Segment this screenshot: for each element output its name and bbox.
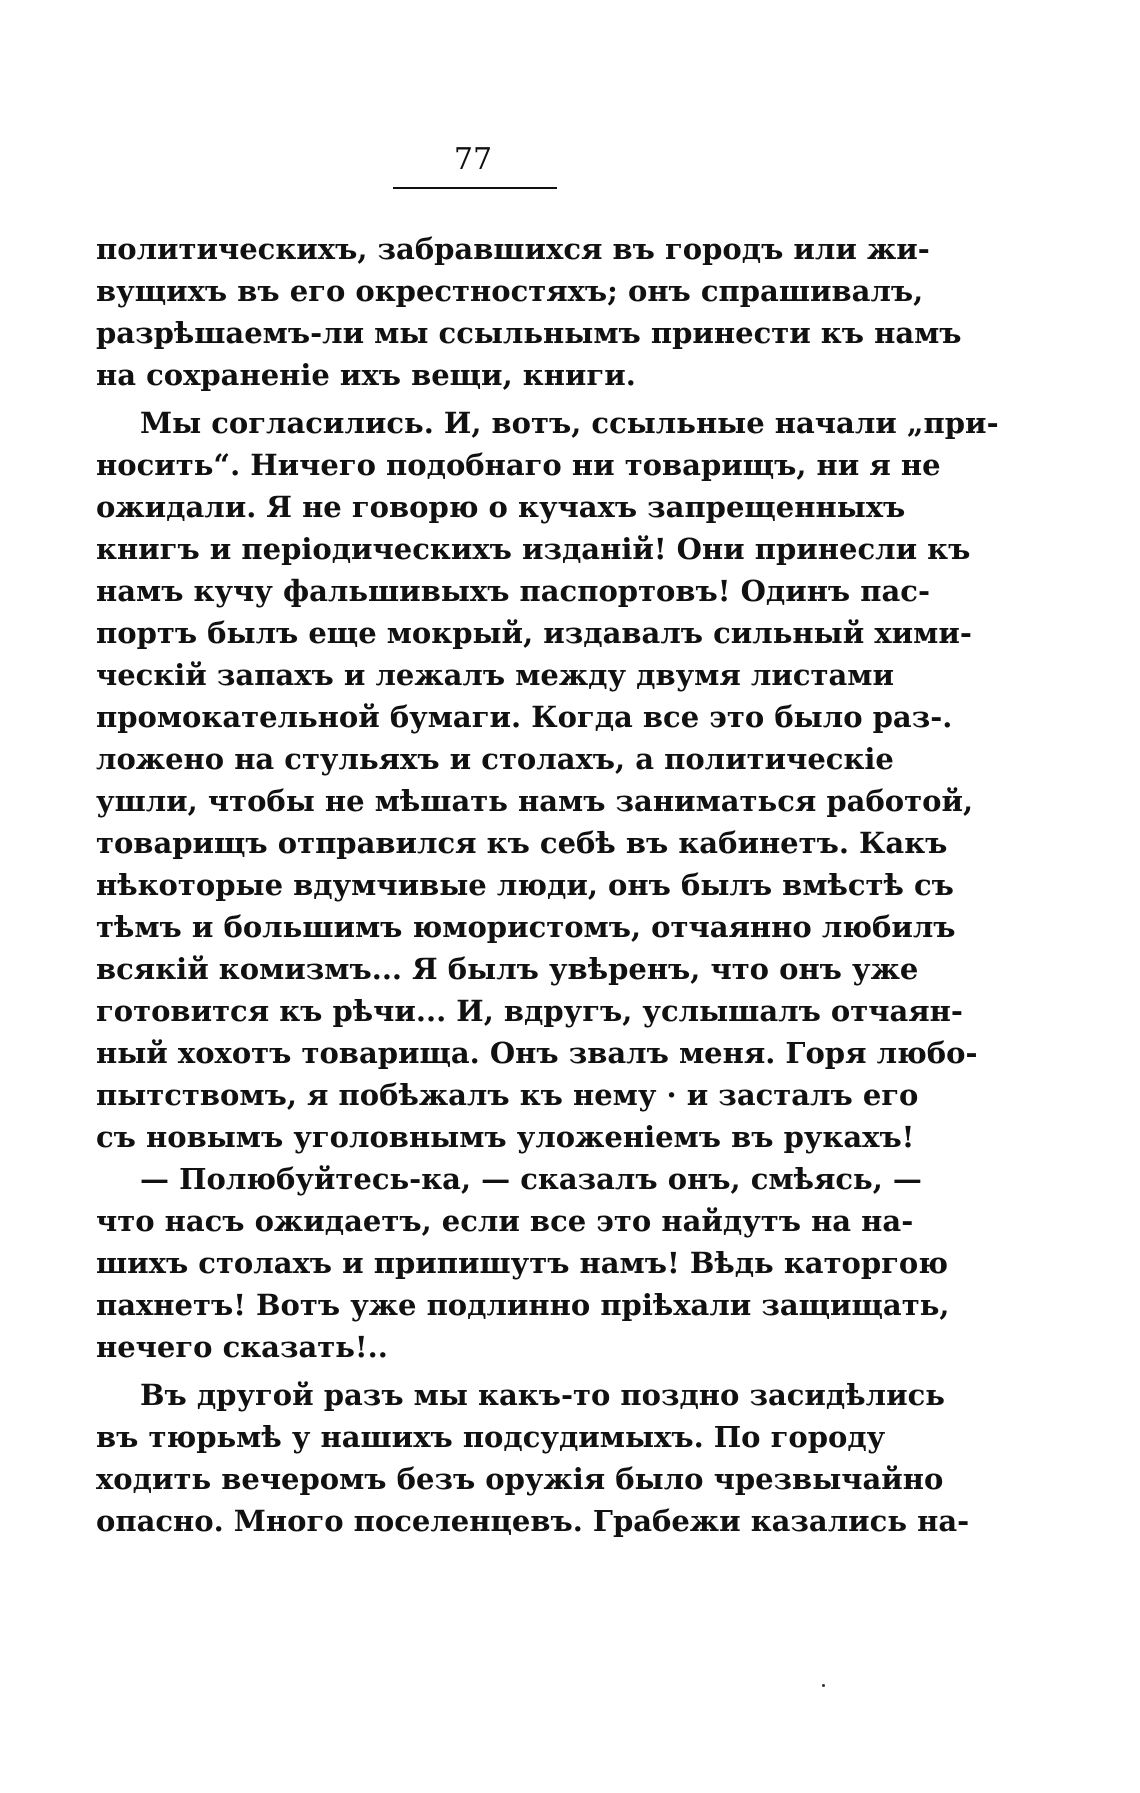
- text-line: на сохраненіе ихъ вещи, книги.: [96, 358, 636, 392]
- text-line: готовится къ рѣчи... И, вдругъ, услышалъ отчаян-: [96, 994, 963, 1028]
- text-line: что насъ ожидаетъ, если все это найдутъ на на-: [96, 1204, 914, 1238]
- text-line: нѣкоторые вдумчивые люди, онъ былъ вмѣстѣ съ: [96, 868, 954, 902]
- text-line: политическихъ, забравшихся въ городъ или жи-: [96, 232, 930, 266]
- text-line: промокательной бумаги. Когда все это было раз-.: [96, 700, 953, 734]
- text-line: нечего сказать!..: [96, 1330, 388, 1364]
- text-line: опасно. Много поселенцевъ. Грабежи казались на-: [96, 1504, 970, 1538]
- text-line: ложено на стульяхъ и столахъ, а политическіе: [96, 742, 894, 776]
- page-number: 77: [453, 142, 493, 177]
- text-line: Мы согласились. И, вотъ, ссыльные начали „при-: [140, 406, 999, 440]
- body-text: [96, 228, 999, 1542]
- text-line: вущихъ въ его окрестностяхъ; онъ спрашивалъ,: [96, 274, 924, 308]
- text-line: товарищъ отправился къ себѣ въ кабинетъ. Какъ: [96, 826, 948, 860]
- text-line: ожидали. Я не говорю о кучахъ запрещенныхъ: [96, 490, 906, 524]
- text-line: всякій комизмъ... Я былъ увѣренъ, что онъ уже: [96, 952, 919, 986]
- text-line: ходить вечеромъ безъ оружія было чрезвычайно: [96, 1462, 944, 1496]
- text-line: шихъ столахъ и припишутъ намъ! Вѣдь каторгою: [96, 1246, 949, 1280]
- text-line: пытствомъ, я побѣжалъ къ нему · и засталъ его: [96, 1078, 919, 1112]
- text-line: книгъ и періодическихъ изданій! Они принесли къ: [96, 532, 971, 566]
- text-line: ный хохотъ товарища. Онъ звалъ меня. Горя любо-: [96, 1036, 978, 1070]
- text-line: — Полюбуйтесь-ка, — сказалъ онъ, смѣясь, —: [140, 1162, 922, 1196]
- text-line: разрѣшаемъ-ли мы ссыльнымъ принести къ намъ: [96, 316, 962, 350]
- text-line: портъ былъ еще мокрый, издавалъ сильный хими-: [96, 616, 972, 650]
- text-line: въ тюрьмѣ у нашихъ подсудимыхъ. По городу: [96, 1420, 886, 1454]
- page-number-rule: [393, 187, 557, 189]
- text-line: ушли, чтобы не мѣшать намъ заниматься работой,: [96, 784, 974, 818]
- text-line: намъ кучу фальшивыхъ паспортовъ! Одинъ пас-: [96, 574, 930, 608]
- text-line: тѣмъ и большимъ юмористомъ, отчаянно любилъ: [96, 910, 956, 944]
- ink-speck: [822, 1684, 825, 1687]
- text-line: съ новымъ уголовнымъ уложеніемъ въ рукахъ!: [96, 1120, 915, 1154]
- text-line: пахнетъ! Вотъ уже подлинно пріѣхали защищать,: [96, 1288, 950, 1322]
- text-line: ческій запахъ и лежалъ между двумя листами: [96, 658, 894, 692]
- text-line: Въ другой разъ мы какъ-то поздно засидѣлись: [140, 1378, 945, 1412]
- text-line: носить“. Ничего подобнаго ни товарищъ, ни я не: [96, 448, 941, 482]
